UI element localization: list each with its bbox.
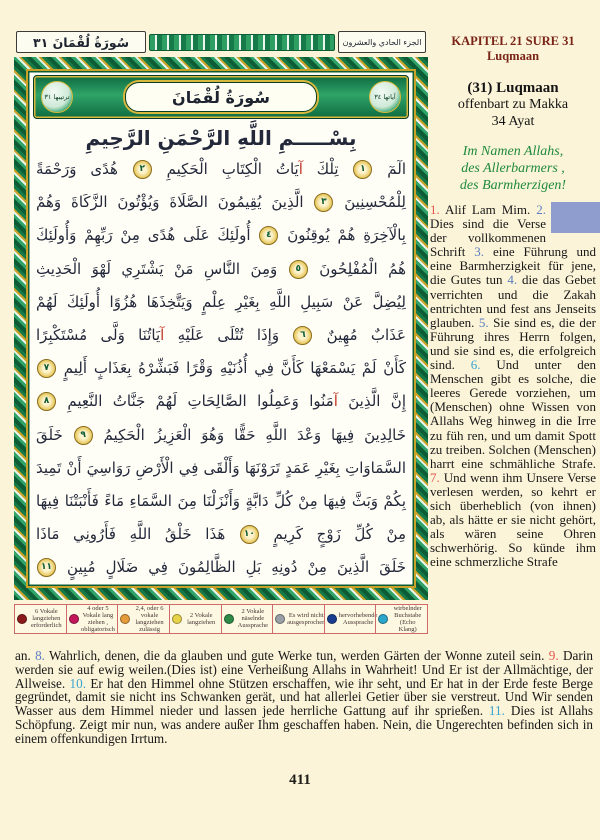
- verse-number: 3.: [474, 244, 485, 260]
- surah-order-medallion: [41, 81, 73, 113]
- quran-page: [14, 30, 428, 634]
- verse-number: 2.: [536, 202, 546, 217]
- juz-cartouche: [338, 31, 426, 53]
- verse-number: 1.: [430, 202, 440, 217]
- ayah-marker-icon: ١٠: [240, 525, 259, 544]
- chapter-line: KAPITEL 21 SURE 31: [451, 34, 575, 48]
- page-number: 411: [289, 772, 311, 788]
- surah-title-banner: [33, 75, 409, 119]
- quran-frame: [14, 57, 428, 600]
- basmala-line-2: des Allerbarmers ,: [461, 161, 565, 176]
- basmala-line-3: des Barmherzigen!: [459, 178, 567, 193]
- legend-item: [66, 605, 118, 633]
- arabic-line: خَلَقَ الَّذِينَ مِنْ دُونِهِ بَلِ الظَّالِمُونَ فِي ضَلَالٍ مُبِينٍ ١١: [36, 551, 406, 584]
- legend-label: 2 Vokale langziehen: [187, 611, 216, 626]
- arabic-line: كَأَنْ لَمْ يَسْمَعْهَا كَأَنَّ فِي أُذُنَيْهِ وَقْرًا فَبَشِّرْهُ بِعَذَابٍ أَلِيمٍ ٧: [36, 352, 406, 385]
- legend-item: [375, 605, 427, 633]
- legend-color-dot: [120, 614, 130, 624]
- surah-order-text: ترتيبها ٣١: [44, 92, 70, 101]
- arabic-line: لِلْمُحْسِنِينَ ٣ الَّذِينَ يُقِيمُونَ الصَّلَاةَ وَيُؤْتُونَ الزَّكَاةَ وَهُمْ: [36, 193, 406, 212]
- legend-color-dot: [17, 614, 27, 624]
- bismillah-calligraphy: بِسْـــــمِ اللَّهِ الرَّحْمَنِ الرَّحِيمِ: [85, 126, 357, 150]
- legend-color-dot: [172, 614, 182, 624]
- arabic-line: عَذَابٌ مُهِينٌ ٦ وَإِذَا تُتْلَى عَلَيْهِ آيَاتُنَا وَلَّى مُسْتَكْبِرًا: [36, 326, 406, 345]
- basmala-line-1: Im Namen Allahs,: [462, 144, 564, 159]
- arabic-line: لِيُضِلَّ عَنْ سَبِيلِ اللَّهِ بِغَيْرِ عِلْمٍ وَيَتَّخِذَهَا هُزُوًا أُولَئِكَ لَهُمْ: [36, 292, 406, 311]
- ayat-count-label: 34 Ayat: [491, 113, 535, 129]
- legend-item: [117, 605, 169, 633]
- surah-title-arabic: سُورَةُ لُقْمَانَ: [172, 87, 270, 107]
- chapter-name: Luqmaan: [486, 48, 540, 63]
- arabic-line: بِكُمْ وَبَثَّ فِيهَا مِنْ كُلِّ دَابَّةٍ وَأَنْزَلْنَا مِنَ السَّمَاءِ مَاءً فَأَنْبَتْنَا فِيهَا: [36, 492, 406, 511]
- legend-color-dot: [69, 614, 79, 624]
- verse-number: 5.: [478, 314, 489, 330]
- legend-label: 4 oder 5 Vokale lang ziehen , obligatorisch: [80, 604, 115, 633]
- translation-text-bottom: an. 8. Wahrlich, denen, die da glauben und gute Werke tun, werden Gärten der Wonne zuteil sein. 9. Darin werden sie auf ewig weilen.(Dies ist) eine Verheißung Allahs in Wahrheit! Und Er ist der Allmächtige, der Allweise. 10. Er hat den Himmel ohne Stützen erschaffen, wie ihr seht, und Er hat in der Erde feste Berge gegründet, damit sie nicht ins Schwanken gerät, und hat allerlei Getier über sie verstreut. Und Wir senden Wasser aus dem Himmel nieder und lassen jede herrliche Gattung auf ihr sprießen. 11. Dies ist Allahs Schöpfung. Zeigt mir nun, was andere außer Ihm geschaffen haben. Nein, die Ungerechten befinden sich in einem offenkundigen Irrtum.: [15, 648, 593, 746]
- legend-label: Es wird nicht ausgesprochen: [287, 611, 326, 626]
- tajweed-letter: آ: [298, 160, 303, 178]
- verse-number: 4.: [507, 272, 518, 288]
- ayah-marker-icon: ٥: [289, 260, 308, 279]
- ayah-marker-icon: ٦: [293, 326, 312, 345]
- ayah-marker-icon: ١: [353, 160, 372, 179]
- tajweed-letter: آ: [160, 326, 165, 345]
- chapter-header: [430, 34, 596, 63]
- legend-color-dot: [378, 614, 388, 624]
- translation-text-column: 1. Alif Lam Mim. 2. Dies sind die Verse der vollkommenen Schrift 3. eine Führung und eine Barmherzigkeit für jene, die Gutes tun 4. die das Gebet verrichten und die Zakah entrichten und fest ans Jenseits glauben. 5. Sie sind es, die der Führung ihres Herrn folgen, und sie sind es, die erfolgreich sind. 6. Und unter den Menschen gibt es solche, die leeres Gerede vorziehen, um (Menschen) ohne Wissen von Allahs Weg hinweg in die Irre zu füh ren, und um damit Spott zu treiben. Solchen (Menschen) harrt eine schmähliche Strafe. 7. Und wenn ihm Unsere Verse verlesen werden, so kehrt er sich überheblich (von ihnen) ab, als hätte er sie nicht gehört, als wären seine Ohren schwerhörig. So künde ihm eine schmerzliche Strafe: [430, 203, 596, 569]
- surah-name-cartouche: [16, 31, 146, 53]
- ayah-marker-icon: ٧: [37, 359, 56, 378]
- lavender-block: [551, 202, 600, 233]
- legend-color-dot: [275, 614, 285, 624]
- ayah-marker-icon: ٨: [37, 392, 56, 411]
- legend-item: [15, 605, 66, 633]
- translation-column: [430, 34, 596, 569]
- ayat-count-text: آياتها ٣٤: [374, 92, 396, 101]
- ayah-marker-icon: ٢: [133, 160, 152, 179]
- surah-name-arabic: سُورَةُ لُقْمَانَ ٣١: [32, 34, 130, 50]
- arabic-lines: [31, 153, 411, 585]
- arabic-line: إِنَّ الَّذِينَ آمَنُوا وَعَمِلُوا الصَّالِحَاتِ لَهُمْ جَنَّاتُ النَّعِيمِ ٨: [36, 385, 406, 418]
- verse-number: 11.: [488, 703, 505, 719]
- legend-item: [169, 605, 221, 633]
- legend-item: [324, 605, 376, 633]
- legend-label: wirbelnder Buchstabe (Echo Klang): [393, 604, 422, 633]
- legend-color-dot: [327, 614, 337, 624]
- legend-label: hervorhebende Aussprache: [338, 611, 378, 626]
- tajweed-legend: [14, 604, 428, 634]
- arabic-line: هُمُ الْمُفْلِحُونَ ٥ وَمِنَ النَّاسِ مَنْ يَشْتَرِي لَهْوَ الْحَدِيثِ: [36, 259, 407, 278]
- ayah-marker-icon: ٩: [74, 426, 93, 445]
- legend-label: 2 Vokale näselnde Aussprache: [237, 608, 268, 630]
- arabic-line: خَالِدِينَ فِيهَا وَعْدَ اللَّهِ حَقًّا وَهُوَ الْعَزِيزُ الْحَكِيمُ ٩ خَلَقَ: [36, 425, 406, 444]
- basmala-translation: [430, 143, 596, 194]
- surah-heading: (31) Luqmaan: [467, 80, 559, 96]
- surah-title-cartouche: [125, 82, 317, 112]
- legend-label: 6 Vokale langziehen erforderlich: [30, 608, 62, 630]
- verse-number: 8.: [35, 648, 45, 663]
- legend-label: 2,4, oder 6 vokale langziehen zulässig: [135, 604, 164, 633]
- verse-number: 7.: [430, 469, 440, 485]
- verse-number: 6.: [470, 357, 481, 373]
- tajweed-letter: آ: [333, 392, 338, 411]
- arabic-line: السَّمَاوَاتِ بِغَيْرِ عَمَدٍ تَرَوْنَهَا وَأَلْقَى فِي الْأَرْضِ رَوَاسِيَ أَنْ تَمِيدَ: [36, 458, 406, 477]
- ornament-band: [149, 34, 335, 51]
- ayah-marker-icon: ١١: [37, 558, 56, 577]
- revelation-info: offenbart zu Makka: [457, 97, 569, 112]
- arabic-line: بِالْخِرَةِ هُمْ يُوقِنُونَ ٤ أُولَئِكَ عَلَى هُدًى مِنْ رَبِّهِمْ وَأُولَئِكَ: [36, 226, 406, 245]
- legend-item: [221, 605, 273, 633]
- ayat-count-medallion: [369, 81, 401, 113]
- legend-color-dot: [224, 614, 234, 624]
- arabic-line: الٓمٓ ١ تِلْكَ آيَاتُ الْكِتَابِ الْحَكِيمِ ٢ هُدًى وَرَحْمَةً: [36, 160, 406, 178]
- verse-number: 10.: [69, 675, 87, 691]
- ayah-marker-icon: ٤: [259, 226, 278, 245]
- verse-number: 9.: [548, 648, 559, 663]
- juz-label-arabic: الجزء الحادي والعشرون: [342, 37, 422, 47]
- ayah-marker-icon: ٣: [314, 193, 333, 212]
- arabic-line: مِنْ كُلِّ زَوْجٍ كَرِيمٍ ١٠ هَذَا خَلْقُ اللَّهِ فَأَرُونِي مَاذَا: [36, 525, 406, 544]
- page-top-band: [16, 30, 426, 54]
- legend-item: [272, 605, 324, 633]
